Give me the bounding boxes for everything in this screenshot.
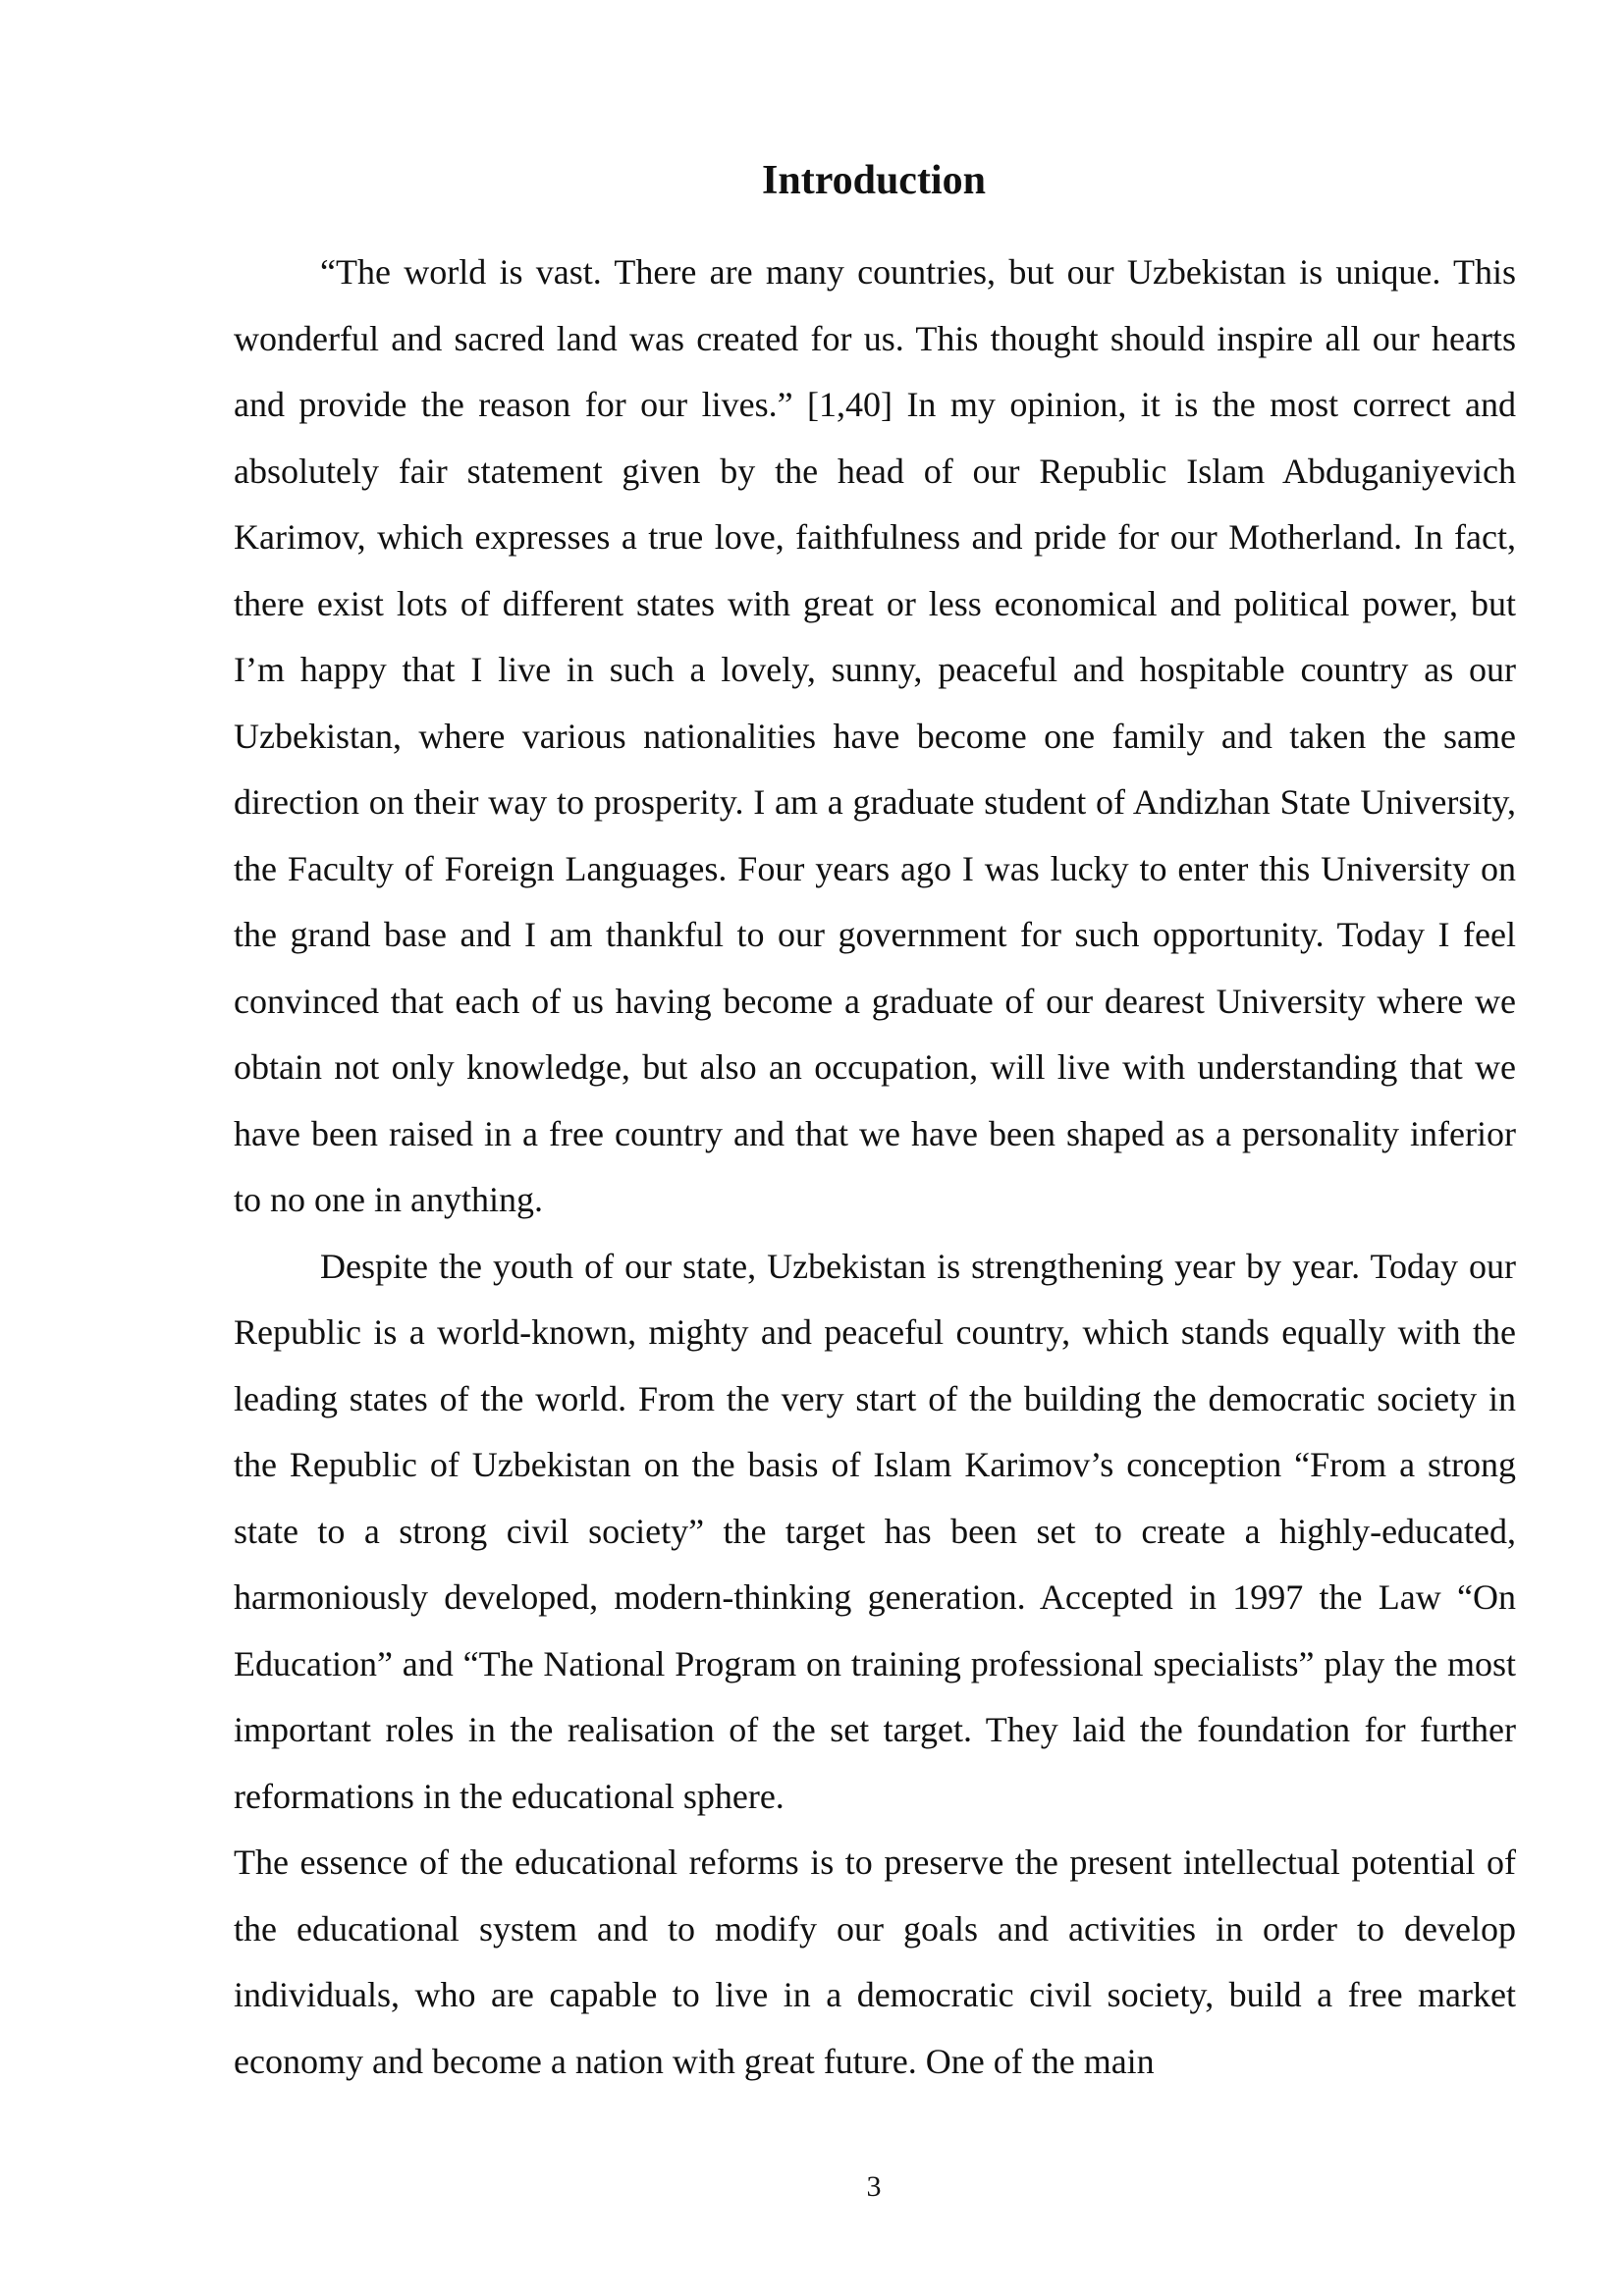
page-title: Introduction bbox=[762, 158, 986, 203]
paragraph-2: Despite the youth of our state, Uzbekistan is strengthening year by year. Today our Republic is a world-known, mighty and peaceful country, which stands equally with the leading states of the world. From the very start of the building the democratic society in the Republic of Uzbekistan on the basis of Islam Karimov’s conception “From a strong state to a strong civil society” the target has been set to create a highly-educated, harmoniously developed, modern-thinking generation. Accepted in 1997 the Law “On Education” and “The National Program on training professional specialists” play the most important roles in the realisation of the set target. They laid the foundation for further reformations in the educational sphere. bbox=[234, 1246, 1516, 1816]
paragraph-3: The essence of the educational reforms is to preserve the present intellectual potential of the educational system and to modify our goals and activities in order to develop individuals, who are capable to live in a democratic civil society, build a free market economy and become a nation with great future. One of the main bbox=[234, 1842, 1516, 2081]
page-number: 3 bbox=[866, 2170, 882, 2203]
paragraph-1: “The world is vast. There are many countries, but our Uzbekistan is unique. This wonderful and sacred land was created for us. This thought should inspire all our hearts and provide the reason for our lives.” [1,40] In my opinion, it is the most correct and absolutely fair statement given by the head of our Republic Islam Abduganiyevich Karimov, which expresses a true love, faithfulness and pride for our Motherland. In fact, there exist lots of different states with great or less economical and political power, but I’m happy that I live in such a lovely, sunny, peaceful and hospitable country as our Uzbekistan, where various nationalities have become one family and taken the same direction on their way to prosperity. I am a graduate student of Andizhan State University, the Faculty of Foreign Languages. Four years ago I was lucky to enter this University on the grand base and I am thankful to our government for such opportunity. Today I feel convinced that each of us having become a graduate of our dearest University where we obtain not only knowledge, but also an occupation, will live with understanding that we have been raised in a free country and that we have been shaped as a personality inferior to no one in anything. bbox=[234, 252, 1516, 1219]
body-text bbox=[234, 240, 1516, 2095]
